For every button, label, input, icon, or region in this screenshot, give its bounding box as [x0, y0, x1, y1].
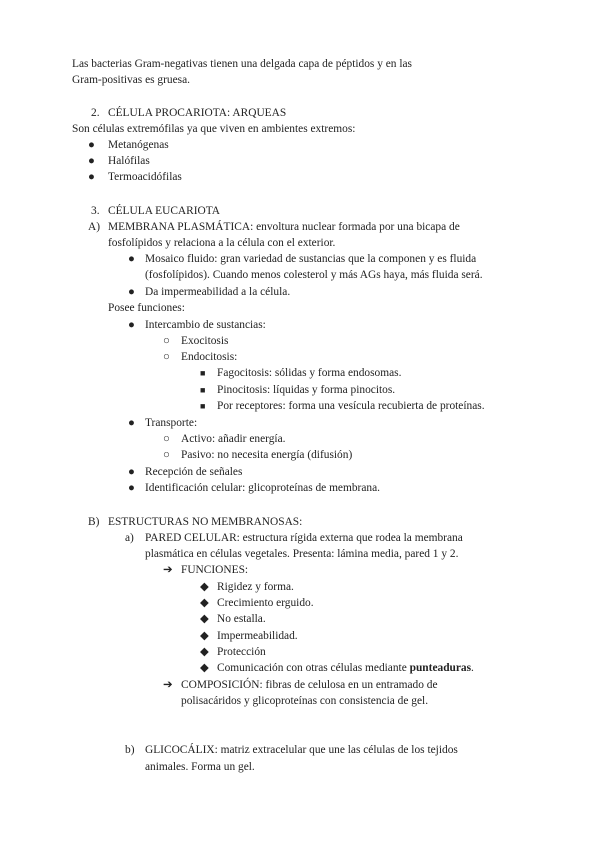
list-item: Crecimiento erguido. [217, 597, 314, 609]
list-item: Pinocitosis: líquidas y forma pinocitos. [217, 384, 396, 396]
posee-funciones: Posee funciones: [108, 302, 185, 314]
diamond-bullet-icon: ◆ [200, 597, 209, 609]
bullet-circle: ○ [163, 433, 170, 445]
pared-line-1: PARED CELULAR: estructura rígida externa que rodea la membrana [145, 532, 463, 544]
item-a-marker: a) [125, 532, 134, 544]
section-2-title: CÉLULA PROCARIOTA: ARQUEAS [108, 107, 287, 119]
membrana-line-2: fosfolípidos y relaciona a la célula con el exterior. [108, 237, 336, 249]
bullet-dot: ● [88, 171, 95, 183]
bullet-dot: ● [88, 139, 95, 151]
section-2-number: 2. [91, 107, 100, 119]
diamond-bullet-icon: ◆ [200, 613, 209, 625]
bullet-dot: ● [88, 155, 95, 167]
list-item: Impermeabilidad. [217, 630, 298, 642]
section-3-title: CÉLULA EUCARIOTA [108, 205, 221, 217]
bullet-square: ■ [200, 368, 206, 378]
section-2-description: Son células extremófilas ya que viven en ambientes extremos: [72, 123, 356, 135]
membrana-line-1: MEMBRANA PLASMÁTICA: envoltura nuclear formada por una bicapa de [108, 221, 460, 233]
punteaduras-term: punteaduras [409, 662, 472, 674]
list-item: Exocitosis [181, 335, 229, 347]
diamond-bullet-icon: ◆ [200, 646, 209, 658]
diamond-bullet-icon: ◆ [200, 662, 209, 674]
list-item: Recepción de señales [145, 466, 243, 478]
list-item: Protección [217, 646, 266, 658]
glicocalix-line-2: animales. Forma un gel. [145, 761, 255, 773]
bullet-dot: ● [128, 482, 135, 494]
intro-line-2: Gram-positivas es gruesa. [72, 74, 190, 86]
mosaico-line-1: Mosaico fluido: gran variedad de sustancias que la componen y es fluida [145, 253, 477, 265]
comunicacion-end: . [471, 662, 474, 674]
arrow-right-icon: ➔ [163, 679, 173, 691]
list-item: Activo: añadir energía. [181, 433, 286, 445]
arrow-right-icon: ➔ [163, 564, 173, 576]
section-3-number: 3. [91, 205, 100, 217]
bullet-circle: ○ [163, 351, 170, 363]
comunicacion-text: Comunicación con otras células mediante [217, 662, 410, 674]
bullet-dot: ● [128, 466, 135, 478]
list-item: Fagocitosis: sólidas y forma endosomas. [217, 367, 402, 379]
diamond-bullet-icon: ◆ [200, 581, 209, 593]
list-item: No estalla. [217, 613, 266, 625]
bullet-dot: ● [128, 319, 135, 331]
subsection-b-marker: B) [88, 516, 100, 528]
subsection-b-title: ESTRUCTURAS NO MEMBRANOSAS: [108, 516, 303, 528]
bullet-square: ■ [200, 385, 206, 395]
list-item: Identificación celular: glicoproteínas de membrana. [145, 482, 380, 494]
composicion-line-2: polisacáridos y glicoproteínas con consistencia de gel. [181, 695, 429, 707]
subsection-a-marker: A) [88, 221, 101, 233]
bullet-square: ■ [200, 401, 206, 411]
funciones-label: FUNCIONES: [181, 564, 249, 576]
list-item: Pasivo: no necesita energía (difusión) [181, 449, 353, 461]
list-item: Rigidez y forma. [217, 581, 294, 593]
bullet-dot: ● [128, 253, 135, 265]
list-item: Da impermeabilidad a la célula. [145, 286, 291, 298]
list-item-comunicacion [217, 661, 474, 675]
list-item: Endocitosis: [181, 351, 238, 363]
bullet-circle: ○ [163, 449, 170, 461]
list-item: Intercambio de sustancias: [145, 319, 266, 331]
intro-line-1: Las bacterias Gram-negativas tienen una delgada capa de péptidos y en las [72, 58, 412, 70]
composicion-line-1: COMPOSICIÓN: fibras de celulosa en un entramado de [181, 679, 438, 691]
bullet-dot: ● [128, 417, 135, 429]
mosaico-line-2: (fosfolípidos). Cuando menos colesterol y más AGs haya, más fluida será. [145, 269, 483, 281]
glicocalix-line-1: GLICOCÁLIX: matriz extracelular que une las células de los tejidos [145, 744, 458, 756]
list-item: Por receptores: forma una vesícula recubierta de proteínas. [217, 400, 485, 412]
diamond-bullet-icon: ◆ [200, 630, 209, 642]
list-item: Halófilas [108, 155, 150, 167]
bullet-circle: ○ [163, 335, 170, 347]
bullet-dot: ● [128, 286, 135, 298]
item-b-marker: b) [125, 744, 135, 756]
list-item: Transporte: [145, 417, 198, 429]
list-item: Metanógenas [108, 139, 169, 151]
pared-line-2: plasmática en células vegetales. Presenta: lámina media, pared 1 y 2. [145, 548, 459, 560]
list-item: Termoacidófilas [108, 171, 182, 183]
